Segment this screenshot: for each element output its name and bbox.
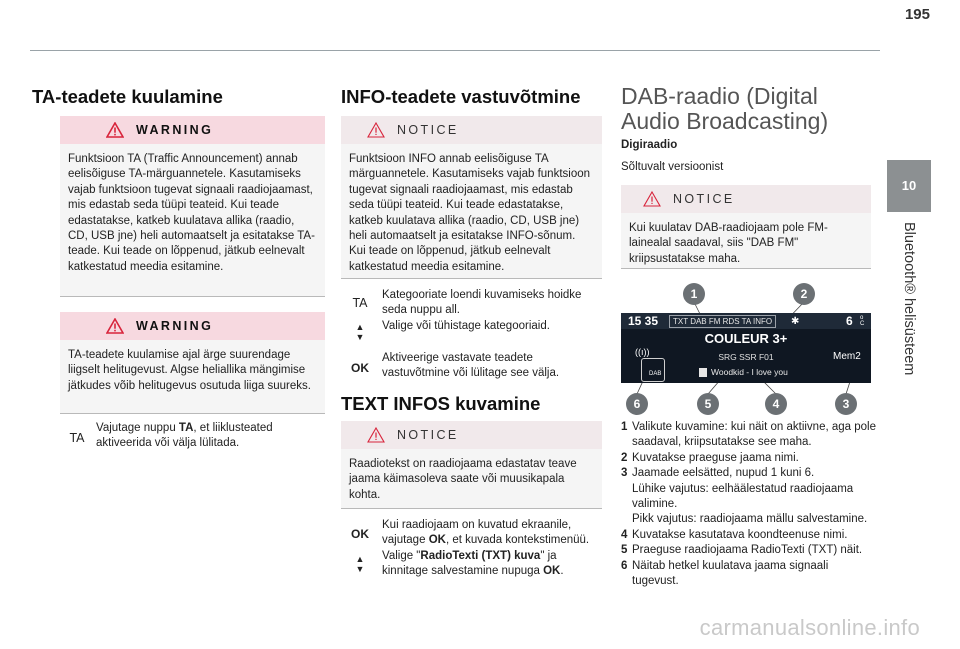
screen-time: 15 35	[628, 314, 659, 328]
subheading-digiraadio: Digiraadio	[621, 139, 678, 151]
ok-context-instruction: Kui raadiojaam on kuvatud ekraanile, vajutage OK, et kuvada kontekstimenüü.	[382, 519, 590, 547]
notice-text: Raadiotekst on raadiojaama edastatav teave jaama käimasoleva saate või muusikapala kohta.	[349, 458, 577, 501]
watermark: carmanualsonline.info	[699, 615, 920, 640]
section-heading-info: INFO-teadete vastuvõtmine	[341, 86, 581, 107]
callout-2: 2	[793, 283, 815, 305]
ta-instruction: Vajutage nuppu TA, et liiklusteated aktiveerida või välja lülitada.	[96, 422, 273, 450]
warning-text: Funktsioon TA (Traffic Announcement) annab eelisõiguse TA-märguannetele. Kasutamiseks vajab funktsioon tugevat signaali raadiojaamast, mis edastab seda tüüpi teateid. Kui teade edastatakse, katkeb kuulatava allika (raadio, CD, USB jne) heli automaatselt ja esitatakse TA-teade. Kui teade on lõppenud, jätkub eelnevalt katkestatud meedia esitamine.	[68, 153, 315, 273]
callout-5: 5	[697, 393, 719, 415]
screen-station-name: COULEUR 3+	[704, 331, 788, 346]
legend-item: 2 Kuvatakse praeguse jaama nimi.	[621, 451, 799, 464]
chapter-tab[interactable]: 10	[887, 160, 931, 212]
screen-memory: Mem2	[833, 351, 861, 362]
ta-button-icon: TA	[352, 296, 368, 310]
dab-radio-screen	[621, 313, 871, 383]
callout-legend	[621, 420, 876, 589]
warning-label: WARNING	[136, 123, 214, 137]
ok-button-icon: OK	[351, 361, 369, 375]
section-heading-dab: DAB-raadio (Digital Audio Broadcasting)	[621, 83, 829, 134]
notice-text: Kui kuulatav DAB-raadiojaam pole FM-lainealal saadaval, siis "DAB FM" kriipsustatakse maha.	[629, 222, 828, 265]
screen-ensemble: SRG SSR F01	[718, 352, 774, 362]
notice-box-2	[341, 421, 602, 509]
notice-box-1	[341, 116, 602, 279]
legend-item: Pikk vajutus: raadiojaama mällu salvestamine.	[632, 513, 868, 526]
screen-radiotext: Woodkid - I love you	[711, 367, 788, 377]
section-heading-ta: TA-teadete kuulamine	[32, 86, 223, 107]
screen-indicators: TXT DAB FM RDS TA INFO	[669, 315, 776, 328]
legend-item: Lühike vajutus: eelhäälestatud raadiojaama valimine.	[632, 482, 854, 511]
warning-icon	[106, 318, 124, 334]
notice-label: NOTICE	[397, 428, 459, 442]
bluetooth-icon: ✱	[791, 316, 800, 327]
callout-6: 6	[626, 393, 648, 415]
ok-instruction: Aktiveerige vastavate teadete vastuvõtmine või lülitage see välja.	[382, 352, 560, 380]
screen-preset: 6	[846, 314, 853, 328]
warning-label: WARNING	[136, 319, 214, 333]
temperature-unit-icon: o C	[860, 315, 865, 327]
page-number: 195	[904, 6, 930, 23]
up-down-arrows-icon: ▲ ▼	[355, 554, 365, 574]
warning-box-2	[60, 312, 325, 414]
legend-item: 5 Praeguse raadiojaama RadioTexti (TXT) näit.	[621, 544, 863, 557]
radiotext-instruction: Valige "RadioTexti (TXT) kuva" ja kinnitage salvestamine nupuga OK.	[382, 550, 564, 578]
legend-item: 6 Näitab hetkel kuulatava jaama signaali tugevust.	[621, 559, 829, 588]
warning-icon	[106, 122, 124, 138]
callout-4: 4	[765, 393, 787, 415]
legend-item: 1 Valikute kuvamine: kui näit on aktiivne, aga pole saadaval, kriipsutatakse see maha.	[621, 421, 876, 449]
callout-1: 1	[683, 283, 705, 305]
category-select-instruction: Valige või tühistage kategooriaid.	[382, 320, 550, 332]
section-heading-text-infos: TEXT INFOS kuvamine	[341, 393, 541, 414]
warning-box-1	[60, 116, 325, 297]
legend-item: 4 Kuvatakse kasutatava koondteenuse nimi.	[621, 528, 848, 541]
ok-button-icon: OK	[351, 527, 369, 541]
screen-dab-label: DAB	[649, 371, 662, 377]
notice-text: Funktsioon INFO annab eelisõiguse TA märguannetele. Kasutamiseks vajab funktsioon tugevat signaali raadiojaamast, mis edastab seda tüüpi teateid. Kui teade edastatakse, katkeb kuulatava allika (raadio, CD, USB jne) heli automaatselt ja esitatakse INFO-sõnum. Kui teade on lõppenud, jätkub eelnevalt katkestatud meedia esitamine.	[349, 153, 591, 273]
notice-icon	[643, 191, 661, 207]
legend-item: 3 Jaamade eelsätted, nupud 1 kuni 6.	[621, 467, 815, 480]
notice-label: NOTICE	[673, 192, 735, 206]
up-down-arrows-icon: ▲ ▼	[355, 322, 365, 342]
notice-icon	[367, 427, 385, 443]
notice-label: NOTICE	[397, 123, 459, 137]
header-rule	[30, 50, 880, 51]
notice-icon	[367, 122, 385, 138]
radiotext-icon	[699, 368, 707, 377]
signal-icon: ((ı))	[635, 347, 650, 357]
ta-button-icon: TA	[69, 431, 85, 445]
warning-text: TA-teadete kuulamise ajal ärge suurendage liigselt helitugevust. Algse heliallika mängimise jätkudes võib helitugevus osutuda liiga suureks.	[68, 349, 311, 392]
ta-category-instruction: Kategooriate loendi kuvamiseks hoidke seda nuppu all.	[382, 289, 582, 317]
notice-box-dab	[621, 185, 871, 269]
callout-3: 3	[835, 393, 857, 415]
chapter-title: Bluetooth® helisüsteem	[901, 222, 917, 376]
version-note: Sõltuvalt versioonist	[621, 161, 724, 173]
